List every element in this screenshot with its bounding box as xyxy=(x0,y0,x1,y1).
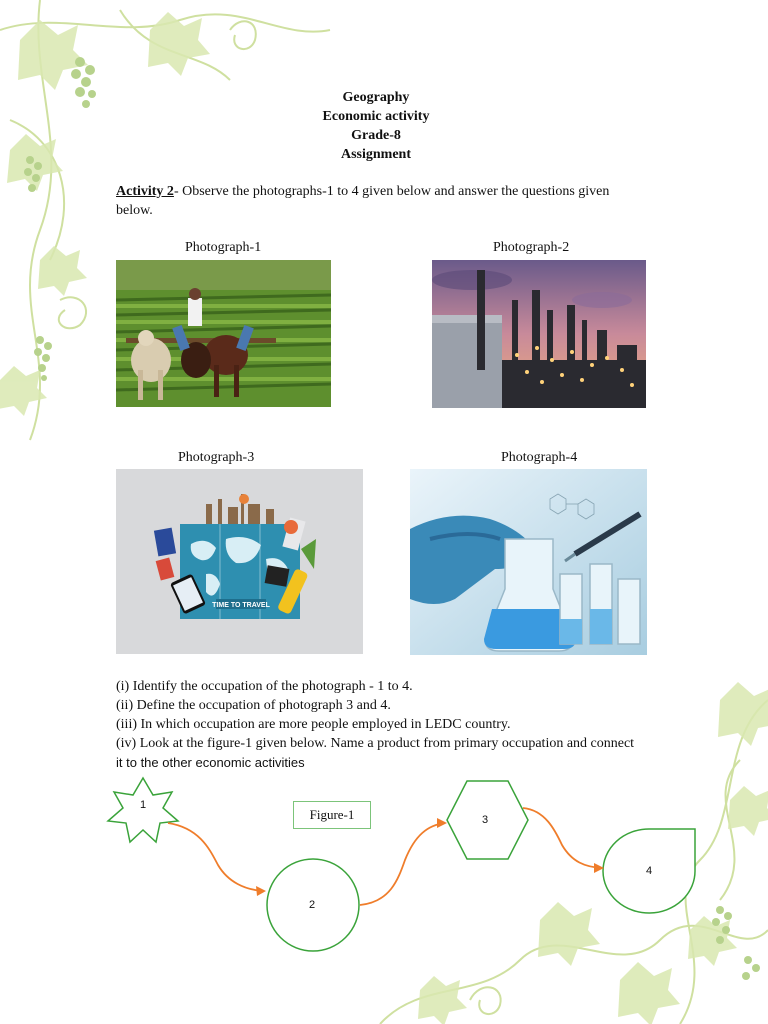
grade-title: Grade-8 xyxy=(351,128,401,143)
node-2-label: 2 xyxy=(309,899,316,911)
node-3-label: 3 xyxy=(482,814,489,826)
figure-1-label: Figure-1 xyxy=(293,801,371,829)
travel-map-banner: TIME TO TRAVEL xyxy=(212,602,270,609)
arrow-3-to-4 xyxy=(523,808,602,868)
question-3: (iii) In which occupation are more people employed in LEDC country. xyxy=(116,717,511,732)
question-4: (iv) Look at the figure-1 given below. Name a product from primary occupation and connect xyxy=(116,736,635,751)
activity-text: - Observe the photographs-1 to 4 given below and answer the questions given below. xyxy=(116,184,610,218)
arrow-1-to-2 xyxy=(168,823,264,891)
question-2: (ii) Define the occupation of photograph 3 and 4. xyxy=(116,698,391,713)
activity-label: Activity 2 xyxy=(116,184,174,199)
question-4-continued: it to the other economic activities xyxy=(116,755,305,770)
photo-4-caption: Photograph-4 xyxy=(501,450,578,465)
photo-2-caption: Photograph-2 xyxy=(493,240,570,255)
node-1-label: 1 xyxy=(140,799,147,811)
node-4-label: 4 xyxy=(646,865,653,877)
assignment-title: Assignment xyxy=(340,147,411,162)
subject-title: Geography xyxy=(342,90,410,105)
photo-1-caption: Photograph-1 xyxy=(185,240,262,255)
topic-title: Economic activity xyxy=(322,109,430,124)
arrow-2-to-3 xyxy=(360,823,445,905)
question-1: (i) Identify the occupation of the photograph - 1 to 4. xyxy=(116,679,413,694)
photo-3-caption: Photograph-3 xyxy=(178,450,255,465)
